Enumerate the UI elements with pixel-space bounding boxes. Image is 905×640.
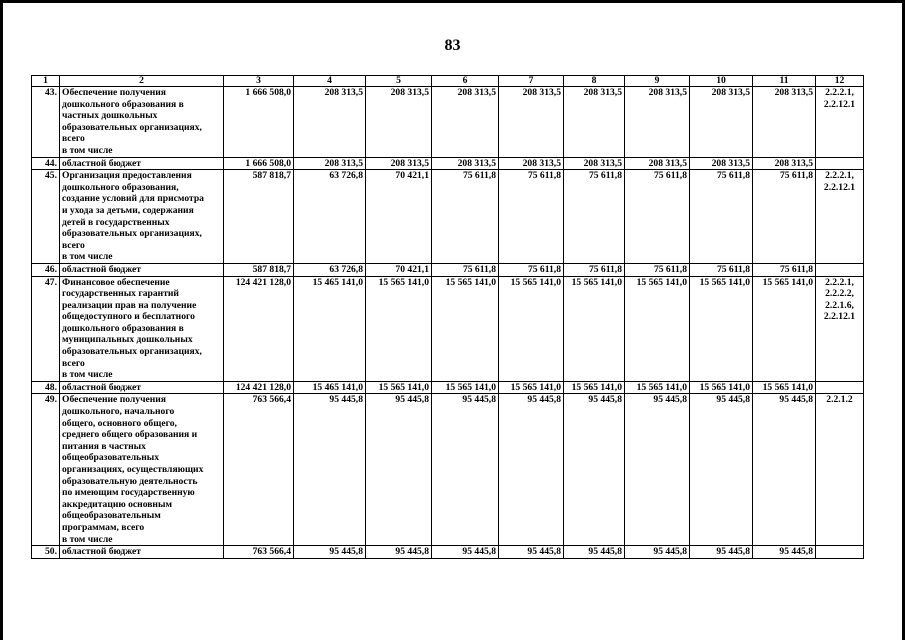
amount-cell: 95 445,8 [690,394,753,546]
description-line: детей в государственных [62,216,170,228]
amount-cell: 95 445,8 [753,394,816,546]
amount-cell: 95 445,8 [294,394,366,546]
code-cell [816,546,864,559]
amount-cell: 95 445,8 [366,546,432,559]
amount-cell: 70 421,1 [366,170,432,264]
code-cell [816,157,864,170]
code-line: 2.2.2.1, [825,170,854,182]
header-cell: 5 [366,76,432,87]
description-line: Организация предоставления [62,170,192,182]
amount-cell: 15 565 141,0 [432,381,499,394]
amount-cell: 95 445,8 [294,546,366,559]
row-number-cell: 46. [32,263,60,276]
page-number: 83 [444,37,461,54]
amount-cell: 95 445,8 [625,394,690,546]
amount-cell: 75 611,8 [753,263,816,276]
header-cell: 4 [294,76,366,87]
amount-cell: 95 445,8 [499,394,564,546]
description-cell [60,381,224,394]
description-line: областной бюджет [62,546,141,558]
description-line: дошкольного, начального [62,406,175,418]
amount-cell: 208 313,5 [366,157,432,170]
code-cell [816,170,864,264]
header-cell: 2 [60,76,224,87]
header-cell: 7 [499,76,564,87]
header-cell: 10 [690,76,753,87]
description-line: частных дошкольных [62,110,158,122]
description-line: дошкольного образования, [62,181,179,193]
description-line: муниципальных дошкольных [62,334,193,346]
amount-cell: 63 726,8 [294,170,366,264]
description-line: питания в частных [62,440,146,452]
amount-cell: 763 566,4 [224,394,294,546]
row-number-cell: 50. [32,546,60,559]
amount-cell: 70 421,1 [366,263,432,276]
amount-cell: 15 565 141,0 [753,276,816,381]
description-cell [60,276,224,381]
description-line: общеобразовательным [62,510,161,522]
row-number-cell: 47. [32,276,60,381]
amount-cell: 75 611,8 [564,263,625,276]
amount-cell: 15 565 141,0 [499,276,564,381]
description-line: по имеющим государственную [62,487,195,499]
description-line: реализации прав на получение [62,299,197,311]
amount-cell: 208 313,5 [564,157,625,170]
amount-cell: 587 818,7 [224,170,294,264]
amount-cell: 124 421 128,0 [224,381,294,394]
amount-cell: 95 445,8 [366,394,432,546]
description-cell [60,263,224,276]
description-line: общедоступного и бесплатного [62,311,195,323]
amount-cell: 75 611,8 [499,263,564,276]
description-line: в том числе [62,144,113,156]
header-cell: 8 [564,76,625,87]
code-line: 2.2.12.1 [823,311,856,323]
description-line: среднего общего образования и [62,429,198,441]
description-line: государственных гарантий [62,288,179,300]
row-number-cell: 43. [32,87,60,158]
code-cell [816,263,864,276]
amount-cell: 95 445,8 [432,546,499,559]
code-cell [816,381,864,394]
description-line: областной бюджет [62,263,141,275]
description-cell [60,87,224,158]
amount-cell: 15 565 141,0 [625,276,690,381]
description-line: дошкольного образования в [62,322,184,334]
description-line: всего [62,357,85,369]
amount-cell: 75 611,8 [499,170,564,264]
amount-cell: 208 313,5 [690,87,753,158]
header-cell: 9 [625,76,690,87]
row-number-cell: 44. [32,157,60,170]
amount-cell: 15 565 141,0 [366,276,432,381]
code-line: 2.2.2.1, [825,276,854,288]
row-number-cell: 45. [32,170,60,264]
amount-cell: 95 445,8 [690,546,753,559]
amount-cell: 15 465 141,0 [294,276,366,381]
code-line: 2.2.1.6, [825,299,854,311]
amount-cell: 15 565 141,0 [366,381,432,394]
amount-cell: 15 565 141,0 [690,276,753,381]
description-line: общего, основного общего, [62,417,177,429]
table-row [32,381,864,394]
description-line: и ухода за детьми, содержания [62,204,194,216]
amount-cell: 208 313,5 [432,157,499,170]
amount-cell: 95 445,8 [753,546,816,559]
code-cell [816,394,864,546]
amount-cell: 124 421 128,0 [224,276,294,381]
amount-cell: 75 611,8 [564,170,625,264]
amount-cell: 1 666 508,0 [224,157,294,170]
description-line: Финансовое обеспечение [62,276,170,288]
amount-cell: 208 313,5 [625,157,690,170]
scan-border-left [0,0,3,640]
amount-cell: 75 611,8 [432,170,499,264]
table-row [32,87,864,158]
scan-border-top [0,0,905,3]
amount-cell: 75 611,8 [625,170,690,264]
amount-cell: 763 566,4 [224,546,294,559]
description-line: в том числе [62,251,113,263]
amount-cell: 95 445,8 [564,394,625,546]
amount-cell: 208 313,5 [564,87,625,158]
amount-cell: 75 611,8 [432,263,499,276]
amount-cell: 208 313,5 [753,157,816,170]
description-cell [60,394,224,546]
amount-cell: 15 565 141,0 [753,381,816,394]
description-line: аккредитацию основным [62,498,172,510]
amount-cell: 208 313,5 [366,87,432,158]
description-line: организациях, осуществляющих [62,464,204,475]
amount-cell: 15 465 141,0 [294,381,366,394]
amount-cell: 587 818,7 [224,263,294,276]
amount-cell: 208 313,5 [753,87,816,158]
amount-cell: 75 611,8 [690,170,753,264]
header-row [32,76,864,87]
code-line: 2.2.2.2, [825,288,854,300]
description-line: образовательную деятельность [62,475,198,487]
code-line: 2.2.1.2 [826,394,853,406]
amount-cell: 95 445,8 [499,546,564,559]
description-cell [60,157,224,170]
amount-cell: 75 611,8 [753,170,816,264]
description-line: Обеспечение получения [62,394,166,406]
table-row [32,394,864,546]
description-line: дошкольного образования в [62,98,184,110]
description-line: всего [62,133,85,145]
header-cell: 12 [816,76,864,87]
header-cell: 6 [432,76,499,87]
description-line: образовательных организациях, [62,228,202,240]
row-number-cell: 48. [32,381,60,394]
description-line: областной бюджет [62,157,141,169]
description-line: образовательных организациях, [62,121,202,133]
amount-cell: 75 611,8 [690,263,753,276]
description-cell [60,546,224,559]
description-line: образовательных организациях, [62,346,202,358]
amount-cell: 15 565 141,0 [564,381,625,394]
table-row [32,170,864,264]
amount-cell: 95 445,8 [625,546,690,559]
header-cell: 1 [32,76,60,87]
description-line: всего [62,239,85,251]
description-line: в том числе [62,533,113,545]
amount-cell: 75 611,8 [625,263,690,276]
amount-cell: 208 313,5 [690,157,753,170]
amount-cell: 208 313,5 [499,87,564,158]
table-row [32,546,864,559]
description-line: программам, всего [62,521,145,533]
code-line: 2.2.2.1, [825,87,854,98]
amount-cell: 208 313,5 [294,157,366,170]
amount-cell: 208 313,5 [432,87,499,158]
description-cell [60,170,224,264]
amount-cell: 15 565 141,0 [499,381,564,394]
table-body [32,87,864,559]
description-line: Обеспечение получения [62,87,166,98]
code-cell [816,87,864,158]
amount-cell: 208 313,5 [499,157,564,170]
description-line: в том числе [62,369,113,381]
table-row [32,263,864,276]
amount-cell: 63 726,8 [294,263,366,276]
description-line: создание условий для присмотра [62,193,204,205]
description-line: общеобразовательных [62,452,160,464]
table-row [32,276,864,381]
budget-table [31,75,864,559]
description-line: областной бюджет [62,381,141,393]
amount-cell: 15 565 141,0 [690,381,753,394]
amount-cell: 1 666 508,0 [224,87,294,158]
amount-cell: 95 445,8 [432,394,499,546]
header-cell: 3 [224,76,294,87]
amount-cell: 15 565 141,0 [625,381,690,394]
table-row [32,157,864,170]
code-line: 2.2.12.1 [823,181,856,193]
code-cell [816,276,864,381]
code-line: 2.2.12.1 [823,98,856,110]
amount-cell: 15 565 141,0 [432,276,499,381]
row-number-cell: 49. [32,394,60,546]
header-cell: 11 [753,76,816,87]
amount-cell: 208 313,5 [625,87,690,158]
amount-cell: 95 445,8 [564,546,625,559]
amount-cell: 15 565 141,0 [564,276,625,381]
amount-cell: 208 313,5 [294,87,366,158]
